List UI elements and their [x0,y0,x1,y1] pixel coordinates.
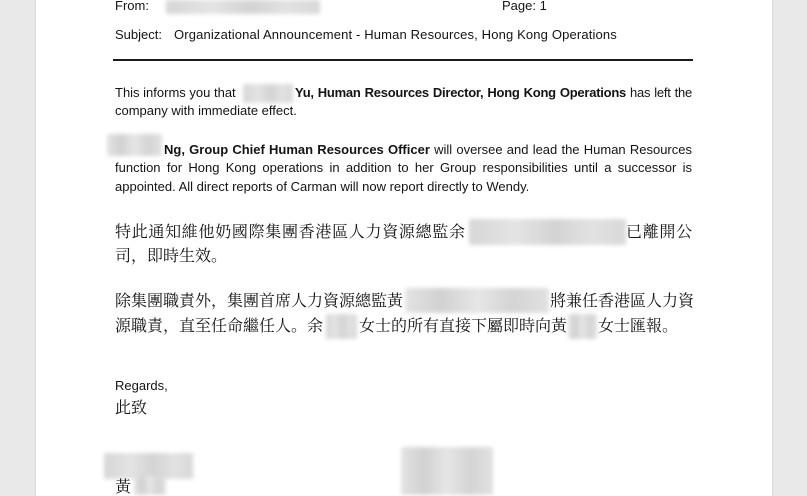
redacted-sender [166,0,320,14]
zh-p1-line1-a: 特此通知維他奶國際集團香港區人力資源總監余 [115,222,466,241]
zh-p2-line2-a: 源職責，直至任命繼任人。余 [115,316,324,335]
header-divider [113,59,693,61]
zh-p2-line2-b: 女士的所有直接下屬即時向黃 [359,316,568,335]
page-number: Page: 1 [502,0,547,13]
redacted-name [107,134,162,156]
signature-name-zh: 黃 [115,477,132,496]
p2-line1 [164,142,692,158]
redacted-name [469,219,626,245]
p1-line1-rest [295,85,692,101]
group-chief-title: Ng, Group Chief Human Resources Officer [164,142,430,157]
redacted-signature [134,476,166,495]
p2-line3: appointed. All direct reports of Carman will now report directly to Wendy. [115,179,530,194]
zh-p2-line2-c: 女士匯報。 [598,316,679,335]
p1-line1-lead: This informs you that [115,85,236,100]
p1-line1-tail: has left the [630,85,692,100]
regards-text-zh: 此致 [115,398,148,417]
redacted-signature [401,447,493,495]
redacted-name [243,84,293,103]
from-label: From: [115,0,149,13]
zh-p2-line1-a: 除集團職責外，集團首席人力資源總監黃 [115,291,404,310]
redacted-name [568,314,597,339]
subject-text: Organizational Announcement - Human Resources, Hong Kong Operations [174,27,617,42]
p2-line2: function for Hong Kong operations in addition to her Group responsibilities until a successor is [115,160,692,175]
redacted-name [405,288,549,313]
subject-label: Subject: [115,27,162,42]
p1-line2: company with immediate effect. [115,103,297,118]
regards-text: Regards, [115,378,168,393]
p2-line1-tail: will oversee and lead the Human Resources [434,142,692,157]
departing-director-title: Yu, Human Resources Director, Hong Kong Operations [295,85,627,100]
zh-p2-line1-b: 將兼任香港區人力資 [550,291,695,310]
redacted-name [326,314,357,339]
zh-p1-line2: 司，即時生效。 [115,246,228,265]
zh-p1-line1-b: 已離開公 [626,222,693,241]
